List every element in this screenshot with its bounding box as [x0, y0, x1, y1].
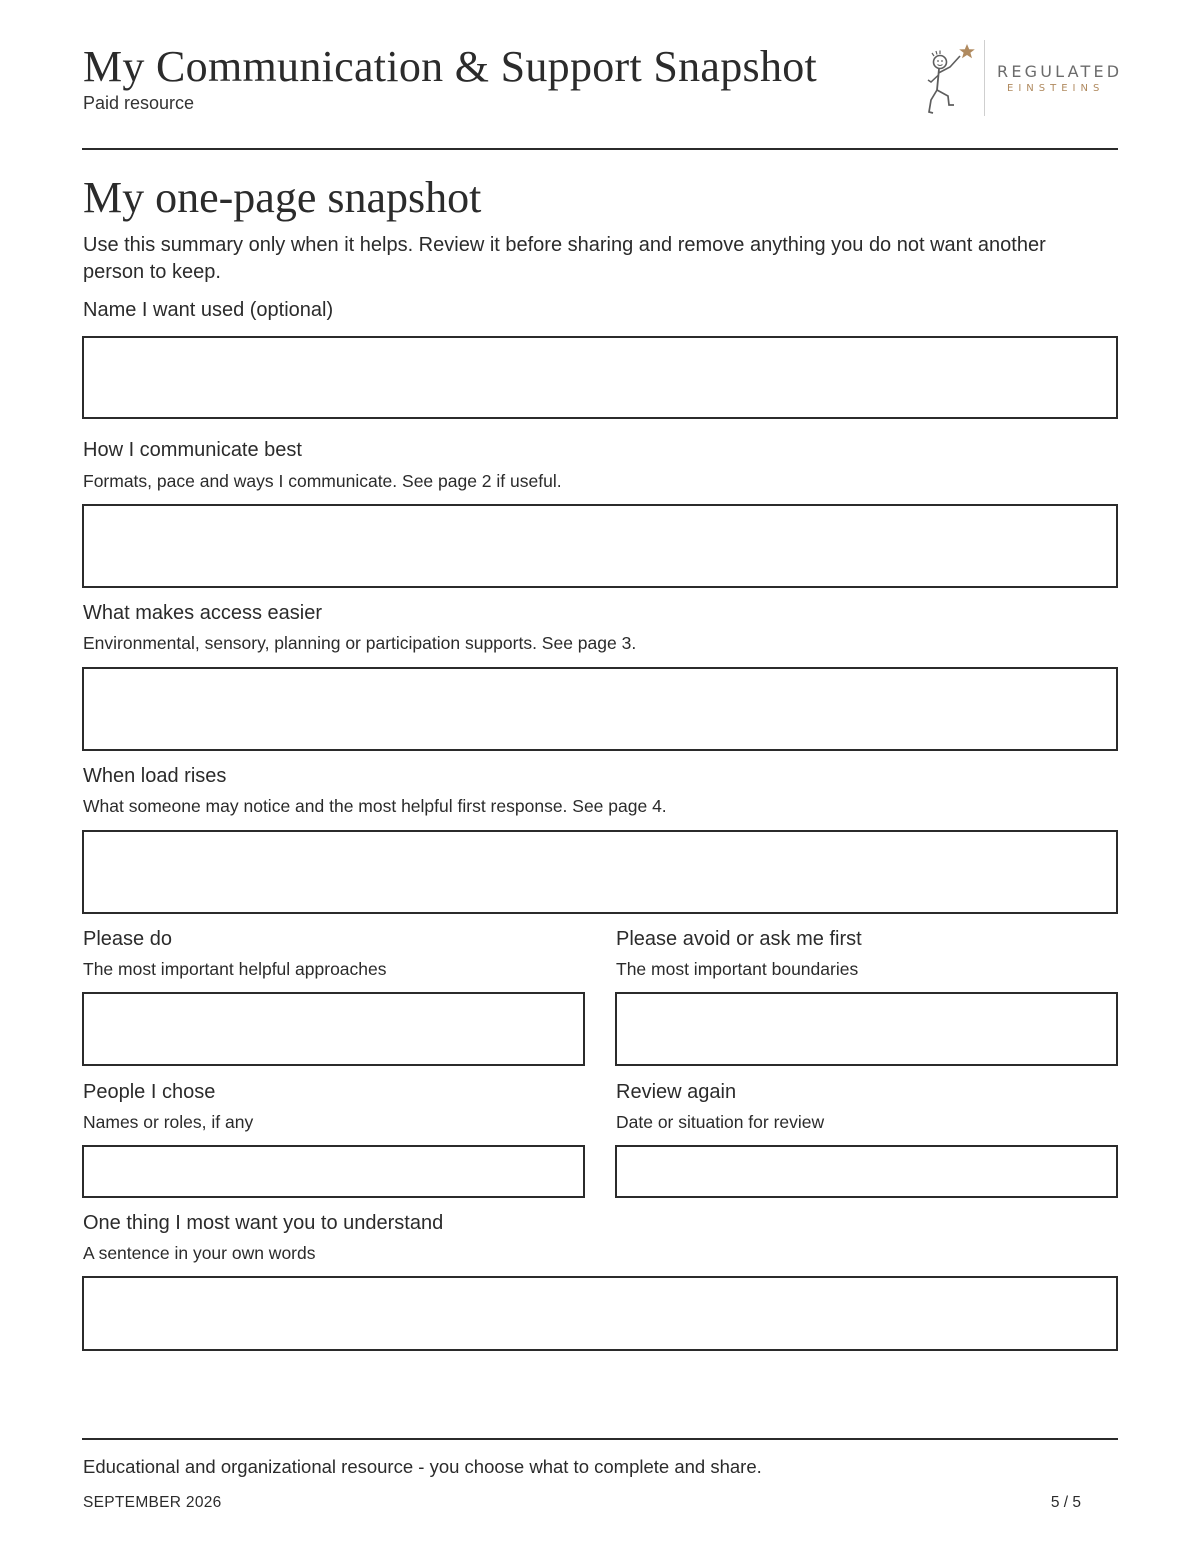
one-thing-label: One thing I most want you to understand — [83, 1212, 444, 1234]
load-field[interactable] — [82, 830, 1118, 914]
access-field[interactable] — [82, 667, 1118, 751]
please-avoid-hint: The most important boundaries — [616, 959, 859, 979]
section-heading: My one-page snapshot — [83, 173, 482, 222]
access-hint: Environmental, sensory, planning or participation supports. See page 3. — [83, 633, 637, 653]
review-hint: Date or situation for review — [616, 1112, 825, 1132]
header-divider — [82, 148, 1118, 150]
communicate-field[interactable] — [82, 504, 1118, 588]
please-do-label: Please do — [83, 928, 172, 950]
please-do-field[interactable] — [82, 992, 585, 1066]
communicate-hint: Formats, pace and ways I communicate. See page 2 if useful. — [83, 471, 562, 491]
people-label: People I chose — [83, 1081, 216, 1103]
please-avoid-label: Please avoid or ask me first — [616, 928, 862, 950]
section-intro: Use this summary only when it helps. Review it before sharing and remove anything you do not want another person to keep. — [83, 234, 1046, 283]
one-thing-field[interactable] — [82, 1276, 1118, 1351]
footer-divider — [82, 1438, 1118, 1440]
load-label: When load rises — [83, 765, 227, 787]
page-number: 5 / 5 — [1050, 1494, 1081, 1511]
communicate-label: How I communicate best — [83, 439, 302, 461]
document-subtitle: Paid resource — [83, 93, 195, 113]
name-label: Name I want used (optional) — [83, 299, 334, 321]
footer-date: SEPTEMBER 2026 — [83, 1494, 222, 1511]
logo-wordmark-secondary: EINSTEINS — [1007, 83, 1105, 94]
one-thing-hint: A sentence in your own words — [83, 1243, 316, 1263]
logo-divider — [984, 40, 985, 116]
people-hint: Names or roles, if any — [83, 1112, 254, 1132]
review-field[interactable] — [615, 1145, 1118, 1198]
name-field[interactable] — [82, 336, 1118, 419]
footer-disclaimer: Educational and organizational resource - you choose what to complete and share. — [83, 1456, 762, 1477]
please-avoid-field[interactable] — [615, 992, 1118, 1066]
document-title: My Communication & Support Snapshot — [83, 42, 818, 91]
access-label: What makes access easier — [83, 602, 322, 624]
review-label: Review again — [616, 1081, 737, 1103]
load-hint: What someone may notice and the most helpful first response. See page 4. — [83, 796, 667, 816]
logo-wordmark-primary: REGULATED — [997, 62, 1123, 81]
please-do-hint: The most important helpful approaches — [83, 959, 387, 979]
people-field[interactable] — [82, 1145, 585, 1198]
